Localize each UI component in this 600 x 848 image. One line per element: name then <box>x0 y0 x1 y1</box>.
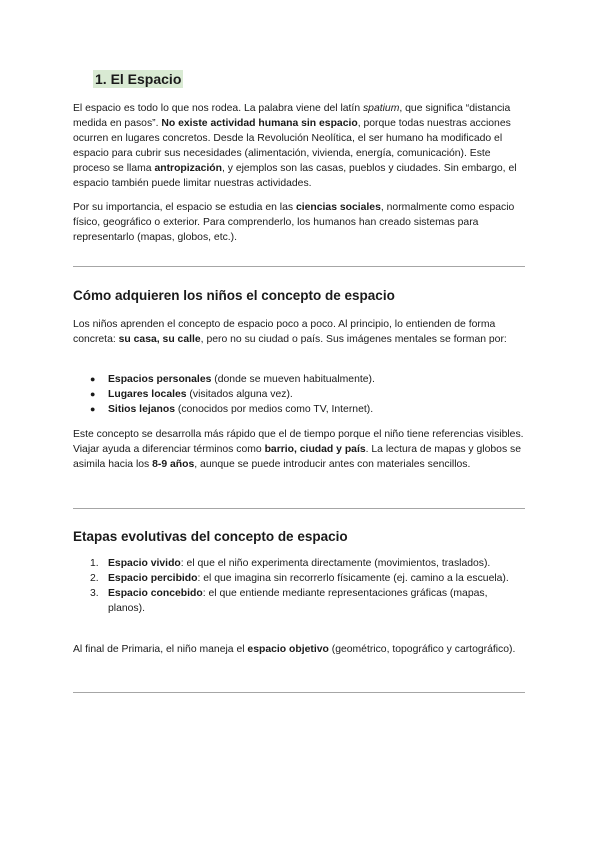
bullet-list <box>90 372 525 417</box>
horizontal-rule <box>73 266 525 267</box>
list-item-term: Lugares locales <box>108 389 187 400</box>
text-run: (geométrico, topográfico y cartográfico). <box>328 644 516 655</box>
bullet-icon: ● <box>90 389 96 399</box>
section-2-paragraph-2 <box>73 427 525 472</box>
text-run: , y ejemplos son las casas, pueblos y ciudades. Sin embargo, el espacio también puede limitar nuestras actividades. <box>73 163 517 189</box>
emphasis: No existe actividad humana sin espacio <box>161 118 358 129</box>
text-run: Por su importancia, el espacio se estudia en las <box>73 202 296 213</box>
emphasis: ciencias sociales <box>295 202 381 213</box>
list-item-term: Sitios lejanos <box>108 404 175 415</box>
section-2-title: Cómo adquieren los niños el concepto de espacio <box>73 288 395 303</box>
text-run: Este concepto se desarrolla más rápido que el de tiempo porque el niño tiene referencias visibles. Viajar ayuda a diferenciar términos como <box>73 429 524 455</box>
text-run: Al final de Primaria, el niño maneja el <box>73 644 248 655</box>
section-1-paragraph-2 <box>73 200 525 245</box>
text-run: , porque todas nuestras acciones ocurren en lugares concretos. Desde la Revolución Neolítica, el ser humano ha modificado el espacio para cubrir sus necesidades (alimentación, vivienda, energía, comunicación). Este proceso se llama <box>73 118 511 174</box>
horizontal-rule <box>73 692 525 693</box>
list-number: 2. <box>90 573 99 584</box>
list-item <box>90 372 525 387</box>
section-1-paragraph-1 <box>73 101 525 191</box>
list-number: 1. <box>90 558 99 569</box>
section-1-title: 1. El Espacio <box>95 71 182 87</box>
list-item <box>90 571 525 586</box>
list-item-term: Espacios personales <box>108 374 212 385</box>
list-item-text: (conocidos por medios como TV, Internet). <box>174 404 374 415</box>
list-item-text: : el que entiende mediante representaciones gráficas (mapas, planos). <box>108 588 488 614</box>
text-run: , que significa “distancia medida en pasos”. <box>73 103 511 129</box>
horizontal-rule <box>73 508 525 509</box>
list-item-term: Espacio concebido <box>108 588 203 599</box>
list-item <box>90 556 525 571</box>
emphasis: 8-9 años <box>152 459 195 470</box>
section-3-paragraph-1 <box>73 642 525 657</box>
list-item <box>90 402 525 417</box>
list-item-text: (donde se mueven habitualmente). <box>211 374 375 385</box>
emphasis: espacio objetivo <box>247 644 329 655</box>
list-item-text: : el que imagina sin recorrerlo físicamente (ej. camino a la escuela). <box>197 573 509 584</box>
text-run: El espacio es todo lo que nos rodea. La palabra viene del latín <box>73 103 363 114</box>
latin-term: spatium <box>362 103 400 114</box>
emphasis: barrio, ciudad y país <box>264 444 366 455</box>
emphasis: antropización <box>154 163 222 174</box>
list-item-text: : el que el niño experimenta directamente (movimientos, traslados). <box>180 558 491 569</box>
list-item-text: (visitados alguna vez). <box>186 389 293 400</box>
list-item <box>90 387 525 402</box>
text-run: Los niños aprenden el concepto de espacio poco a poco. Al principio, lo entienden de forma concreta: <box>73 319 496 345</box>
numbered-list <box>90 556 525 616</box>
list-item-term: Espacio percibido <box>108 573 198 584</box>
text-run: , normalmente como espacio físico, geográfico o exterior. Para comprenderlo, los humanos han creado sistemas para representarlo (mapas, globos, etc.). <box>73 202 515 243</box>
section-2-paragraph-1 <box>73 317 525 347</box>
list-item-term: Espacio vivido <box>108 558 181 569</box>
list-number: 3. <box>90 588 99 599</box>
section-3-title: Etapas evolutivas del concepto de espacio <box>73 529 348 544</box>
text-run: , pero no su ciudad o país. Sus imágenes mentales se forman por: <box>200 334 507 345</box>
text-run: , aunque se puede introducir antes con materiales sencillos. <box>194 459 471 470</box>
bullet-icon: ● <box>90 404 96 414</box>
text-run: . La lectura de mapas y globos se asimila hacia los <box>73 444 521 470</box>
bullet-icon: ● <box>90 374 96 384</box>
list-item <box>90 586 525 616</box>
emphasis: su casa, su calle <box>118 334 201 345</box>
